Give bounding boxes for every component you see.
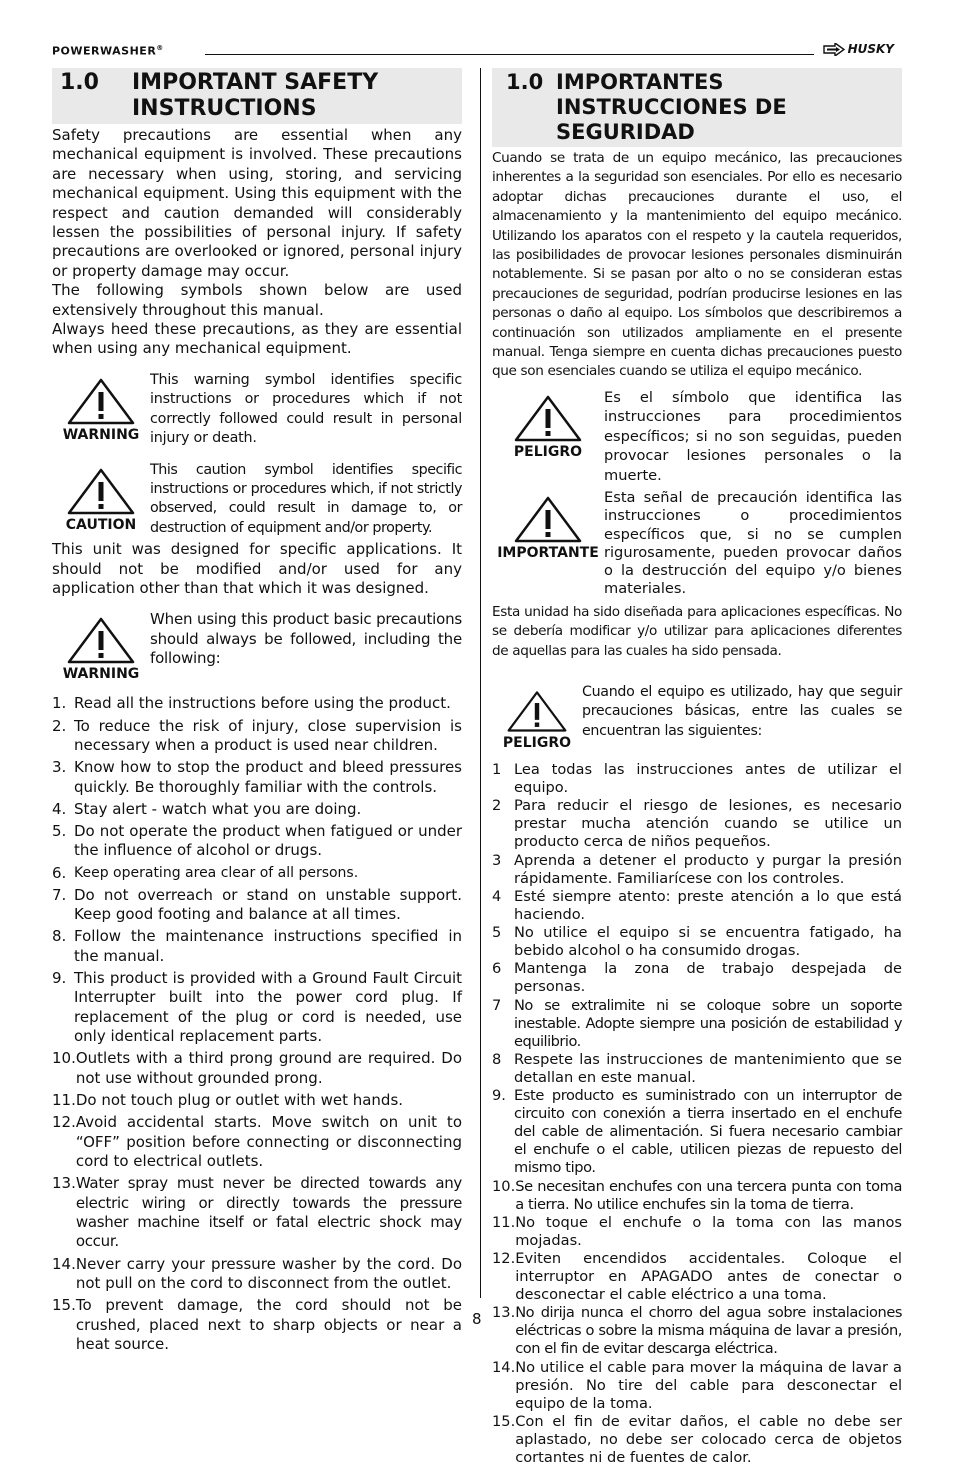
list-item: 11. No toque el enchufe o la toma con las manos mojadas. — [492, 1213, 902, 1249]
peligro-label: PELIGRO — [502, 734, 572, 751]
section-title: IMPORTANT SAFETY INSTRUCTIONS — [132, 70, 379, 121]
symbols-paragraph: The following symbols shown below are used extensively throughout this manual. — [52, 281, 462, 319]
peligro-label: PELIGRO — [513, 443, 583, 460]
list-item: 14. No utilice el cable para mover la máquina de lavar a presión. No tire del cable para desconectar el equipo de la toma. — [492, 1358, 902, 1412]
peligro-symbol — [492, 388, 604, 485]
english-column — [52, 68, 462, 1357]
warning-triangle-icon — [506, 689, 568, 733]
list-item: 2 Para reducir el riesgo de lesiones, es necesario prestar mucha atención cuando se utilice un producto cerca de niños pequeños. — [492, 797, 902, 851]
warning-symbol-block — [52, 371, 462, 449]
importante-label: IMPORTANTE — [497, 544, 599, 561]
importante-symbol — [492, 489, 604, 599]
list-item: 6 Mantenga la zona de trabajo despejada de personas. — [492, 960, 902, 996]
list-item: 8. Follow the maintenance instructions specified in the manual. — [52, 927, 462, 965]
list-item: 13. No dirija nunca el chorro del agua sobre instalaciones eléctricas o sobre la misma máquina de lavar a presión, con el fin de evitar descarga eléctrica. — [492, 1304, 902, 1358]
warning-label: WARNING — [62, 426, 140, 443]
list-item: 7 No se extralimite ni se coloque sobre un soporte inestable. Adopte siempre una posición de estabilidad y equilibrio. — [492, 996, 902, 1050]
warning-basic-block — [52, 610, 462, 682]
heed-paragraph: Always heed these precautions, as they are essential when using any mechanical equipment. — [52, 320, 462, 358]
list-item: 14. Never carry your pressure washer by the cord. Do not pull on the cord to disconnect from the outlet. — [52, 1254, 462, 1293]
list-item: 6. Keep operating area clear of all persons. — [52, 863, 359, 882]
caution-triangle-icon — [513, 495, 583, 543]
importante-description: Esta señal de precaución identifica las instrucciones o procedimientos específicos que, si no se cumplen rigurosamente, pueden provocar daños o la destrucción del equipo y/o bienes materiales. — [604, 488, 902, 598]
section-title: IMPORTANTES INSTRUCCIONES DE SEGURIDAD — [556, 70, 787, 144]
header-brand: POWERWASHER® — [52, 44, 164, 58]
list-item: 4 Esté siempre atento: preste atención a lo que está haciendo. — [492, 887, 902, 923]
importante-symbol-block — [492, 489, 902, 599]
peligro-description: Es el símbolo que identifica las instrucciones para procedimientos específicos; si no son seguidas, pueden provocar lesiones personales o la muerte. — [604, 388, 902, 484]
section-number: 1.0 — [506, 70, 544, 94]
spanish-column — [492, 68, 902, 1467]
unit-design-paragraph: Esta unidad ha sido diseñada para aplicaciones específicas. No se debería modificar y/o utilizar para aplicaciones diferentes de aquellas para las cuales ha sido pensada. — [492, 603, 902, 659]
warning-triangle-icon — [513, 394, 583, 442]
list-item: 7. Do not overreach or stand on unstable support. Keep good footing and balance at all times. — [52, 885, 462, 924]
list-item: 8 Respete las instrucciones de mantenimiento que se detallan en este manual. — [492, 1050, 902, 1086]
safety-instructions-list — [52, 694, 462, 1354]
column-divider — [480, 68, 481, 1298]
caution-triangle-icon — [66, 467, 136, 515]
caution-description: This caution symbol identifies specific instructions or procedures which, if not strictly observed, could result in damage to, or destruction of equipment and/or property. — [150, 461, 462, 536]
section-heading — [52, 68, 462, 124]
list-item: 15. To prevent damage, the cord should not be crushed, placed next to sharp objects or near a heat source. — [52, 1296, 462, 1354]
list-item: 9. Este producto es suministrado con un interruptor de circuito con conexión a tierra insertado en el enchufe del cable de alimentación. Si fuera necesario cambiar el enchufe o el cable, utilicen piezas de repuesto del mismo tipo. — [492, 1087, 902, 1177]
caution-symbol-block — [52, 461, 462, 539]
list-item: 12. Eviten encendidos accidentales. Coloque el interruptor en APAGADO antes de conectar o desconectar el cable eléctrico a una toma. — [492, 1250, 902, 1304]
header-rule — [205, 54, 814, 55]
peligro-basic-block — [492, 683, 902, 751]
warning-symbol — [52, 371, 150, 449]
basic-precautions-text: When using this product basic precautions should always be followed, including the following: — [150, 610, 462, 668]
list-item: 4. Stay alert - watch what you are doing. — [52, 799, 362, 818]
section-heading — [492, 68, 902, 147]
husky-logo: HUSKY — [823, 42, 894, 56]
list-item: 10. Outlets with a third prong ground are required. Do not use without grounded prong. — [52, 1049, 462, 1087]
warning-description: This warning symbol identifies specific instructions or procedures which if not correctly followed could result in personal injury or death. — [150, 371, 462, 447]
warning-label: WARNING — [62, 666, 140, 683]
list-item: 9. This product is provided with a Ground Fault Circuit Interrupter built into the power cord plug. If replacement of the plug or cord is needed, use only identical replacement parts. — [52, 969, 462, 1046]
list-item: 15. Con el fin de evitar daños, el cable no debe ser aplastado, no debe ser colocado cerca de objetos cortantes ni de fuentes de calor. — [492, 1413, 902, 1467]
list-item: 5 No utilice el equipo si se encuentra fatigado, ha bebido alcohol o ha consumido drogas. — [492, 924, 902, 960]
warning-triangle-icon — [66, 616, 136, 664]
safety-instructions-list — [492, 761, 902, 1467]
section-number: 1.0 — [60, 70, 99, 95]
list-item: 2. To reduce the risk of injury, close supervision is necessary when a product is used near children. — [52, 716, 462, 754]
list-item: 5. Do not operate the product when fatigued or under the influence of alcohol or drugs. — [52, 821, 462, 860]
list-item: 3 Aprenda a detener el producto y purgar la presión rápidamente. Familiarícese con los controles. — [492, 851, 902, 887]
list-item: 12. Avoid accidental starts. Move switch on unit to “OFF” position before connecting or disconnecting cord to electrical outlets. — [52, 1113, 462, 1171]
intro-paragraph: Safety precautions are essential when any mechanical equipment is involved. These precautions are necessary when using, storing, and servicing mechanical equipment. Using this equipment with the respect and caution demanded will considerably lessen the possibilities of personal injury. If safety precautions are overlooked or ignored, personal injury or property damage may occur. — [52, 126, 462, 280]
page-number: 8 — [472, 1310, 482, 1328]
list-item: 11. Do not touch plug or outlet with wet hands. — [52, 1091, 404, 1110]
caution-label: CAUTION — [65, 516, 137, 533]
peligro-symbol-2 — [492, 683, 582, 751]
caution-symbol — [52, 461, 150, 539]
list-item: 1. Read all the instructions before using the product. — [52, 694, 451, 713]
list-item: 3. Know how to stop the product and bleed pressures quickly. Be thoroughly familiar with the controls. — [52, 758, 462, 796]
list-item: 1 Lea todas las instrucciones antes de utilizar el equipo. — [492, 760, 902, 796]
warning-triangle-icon — [66, 377, 136, 425]
peligro-symbol-block — [492, 388, 902, 485]
basic-precautions-text: Cuando el equipo es utilizado, hay que seguir precauciones básicas, entre las cuales se encuentran las siguientes: — [582, 683, 902, 739]
intro-paragraph: Cuando se trata de un equipo mecánico, las precauciones inherentes a la seguridad son esenciales. Por ello es necesario adoptar dichas precauciones durante el uso, el almacenamiento y la mantenimiento del equipo mecánico. Utilizando los aparatos con el respeto y la cautela requeridos, las posibilidades de provocar lesiones personales disminuirán notablemente. Si se pasan por alto o no se consideran estas precauciones de seguridad, podrían producirse lesiones en las personas o daño al equipo. Los símbolos que describiremos a continuación son utilizados ampliamente en el presente manual. Tenga siempre en cuenta dichas precauciones puesto que son esenciales cuando se utiliza el equipo mecánico. — [492, 150, 902, 380]
unit-design-paragraph: This unit was designed for specific applications. It should not be modified and/or used for any application other than that which it was designed. — [52, 540, 462, 597]
list-item: 10. Se necesitan enchufes con una tercera punta con toma a tierra. No utilice enchufes sin la toma de tierra. — [492, 1177, 902, 1213]
arrow-logo-icon — [823, 43, 845, 56]
warning-symbol-2 — [52, 610, 150, 682]
list-item: 13. Water spray must never be directed towards any electric wiring or directly towards the pressure washer machine itself or fatal electric shock may occur. — [52, 1174, 462, 1251]
